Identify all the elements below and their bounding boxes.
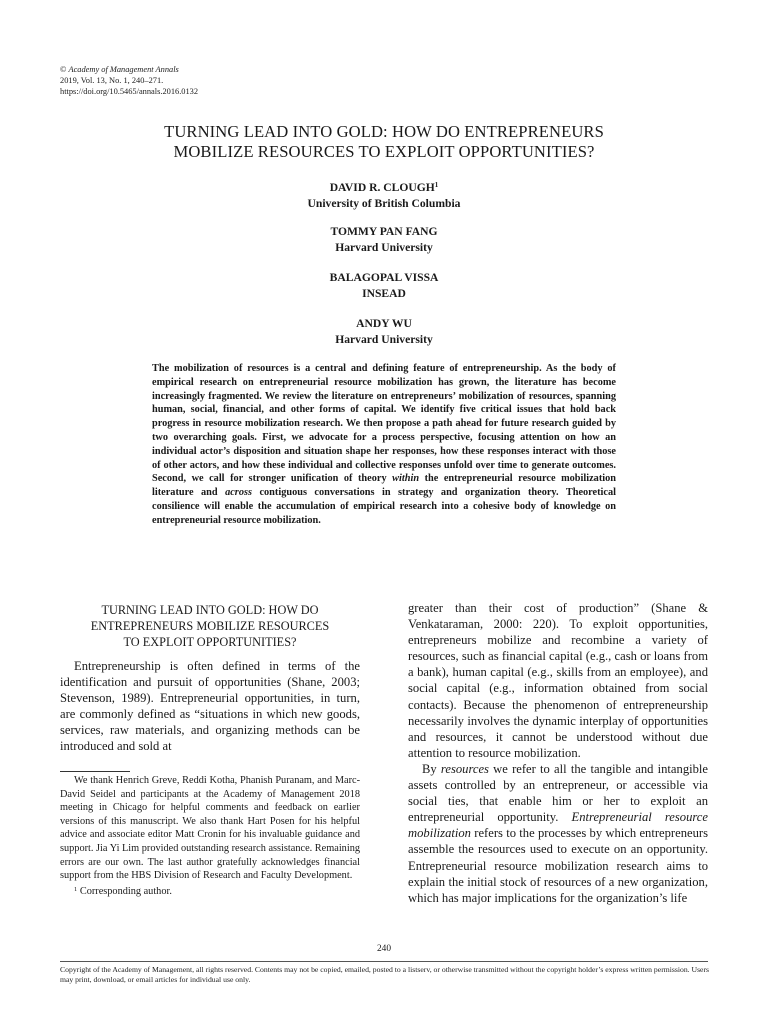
abstract-emphasis: within: [392, 473, 420, 485]
author-affiliation: INSEAD: [362, 286, 406, 300]
title-line-2: MOBILIZE RESOURCES TO EXPLOIT OPPORTUNITIES?: [173, 142, 595, 161]
page-number: 240: [376, 944, 392, 954]
author-affiliation: Harvard University: [335, 240, 433, 254]
footnote-text: Corresponding author.: [77, 885, 172, 897]
author-affiliation: Harvard University: [335, 332, 433, 346]
author-3: [184, 270, 584, 301]
copyright-symbol: ©: [60, 65, 69, 74]
author-name: ANDY WU: [356, 317, 412, 330]
footer-divider: [60, 961, 708, 962]
body-emphasis: Entrepreneurial resource mobilization: [408, 810, 708, 841]
footnote-divider: [60, 771, 130, 772]
abstract: [152, 362, 616, 528]
section-heading: [60, 602, 360, 650]
footnote-marker: 1: [74, 885, 78, 893]
author-2: [184, 224, 584, 255]
right-column: [408, 600, 708, 906]
body-paragraph: Entrepreneurship is often defined in terms of the identification and pursuit of opportunities (Shane, 2003; Stevenson, 1989). Entrepreneurial opportunities, in turn, are commonly defined as “situations in which new goods, services, raw materials, and organizing methods can be introduced and sold at: [60, 659, 360, 754]
abstract-text: The mobilization of resources is a central and defining feature of entrepreneurship. As the body of empirical research on entrepreneurial resource mobilization has grown, the literature has become increasingly fragmented. We review the literature on entrepreneurs’ mobilization of resources, spanning human, social, financial, and other forms of capital. We identify five critical issues that hold back progress in resource mobilization research. We then propose a path ahead for future research guided by two overarching goals. First, we advocate for a process perspective, focusing attention on how an individual actor’s disposition and situation shape her responses, how these responses interact with those of other actors, and how these individual and collective responses unfold over time to generate outcomes. Second, we call for stronger unification of theory: [152, 363, 616, 485]
copyright-notice: Copyright of the Academy of Management, all rights reserved. Contents may not be copied, emailed, posted to a listserv, or otherwise transmitted without the copyright holder’s express written permission. Users may print, download, or email articles for individual use only.: [60, 965, 710, 984]
left-column: [60, 600, 360, 755]
author-name: DAVID R. CLOUGH: [329, 181, 435, 194]
abstract-text: contiguous conversations in strategy and organization theory. Theoretical consilience will enable the accumulation of empirical research into a cohesive body of knowledge on entrepreneurial resource mobilization.: [152, 487, 616, 526]
section-heading-line: ENTREPRENEURS MOBILIZE RESOURCES: [90, 619, 330, 633]
author-1: [184, 178, 584, 211]
author-affiliation: University of British Columbia: [307, 196, 461, 210]
corresponding-author-footnote: [60, 883, 360, 899]
section-heading-line: TURNING LEAD INTO GOLD: HOW DO: [101, 603, 319, 617]
body-paragraph: [408, 761, 708, 906]
abstract-emphasis: across: [225, 487, 252, 499]
body-text: By: [422, 761, 441, 776]
journal-name: Academy of Management Annals: [68, 65, 179, 74]
journal-header: [60, 64, 198, 97]
citation: 2019, Vol. 13, No. 1, 240–271.: [60, 76, 164, 85]
body-text: we refer to all the tangible and intangible assets controlled by an entrepreneur, or accessible via social ties, that enable him or her to exploit an entrepreneurial opportunity.: [408, 761, 708, 825]
article-title: [100, 122, 668, 162]
author-name: TOMMY PAN FANG: [330, 225, 438, 238]
author-footnote-marker: 1: [434, 181, 439, 189]
author-name: BALAGOPAL VISSA: [329, 271, 439, 284]
abstract-text: the entrepreneurial resource mobilization literature and: [152, 473, 616, 499]
journal-name-line: [60, 64, 198, 75]
body-emphasis: resources: [440, 761, 489, 776]
section-heading-line: TO EXPLOIT OPPORTUNITIES?: [123, 635, 297, 649]
body-paragraph: greater than their cost of production” (Shane & Venkataraman, 2000: 220). To exploit opportunities, entrepreneurs mobilize and recombine a variety of resources, such as financial capital (e.g., cash or loans from a bank), human capital (e.g., skills from an employee), and social capital (e.g., information obtained from social contacts). Because the phenomenon of entrepreneurship necessarily involves the dynamic interplay of opportunities and resources, it cannot be understood without due attention to resource mobilization.: [408, 601, 708, 760]
doi-link[interactable]: https://doi.org/10.5465/annals.2016.0132: [60, 87, 199, 96]
author-4: [184, 316, 584, 347]
title-line-1: TURNING LEAD INTO GOLD: HOW DO ENTREPRENEURS: [164, 122, 604, 141]
body-text: refers to the processes by which entrepreneurs assemble the resources used to execute on an opportunity. Entrepreneurial resource mobilization research aims to explain the initial stock of resources of a new organization, which has major implications for the organization’s life: [408, 826, 708, 905]
acknowledgment-footnote: We thank Henrich Greve, Reddi Kotha, Phanish Puranam, and Marc-David Seidel and participants at the Academy of Management 2018 meeting in Chicago for helpful comments and feedback on earlier versions of this manuscript. We also thank Hart Posen for his helpful advice and associate editor Matt Cronin for his invaluable guidance and support. Jia Yi Lim provided outstanding research assistance. Remaining errors are our own. The last author gratefully acknowledges financial support from the HBS Division of Research and Faculty Development.: [60, 775, 360, 882]
footnotes: [60, 774, 360, 898]
